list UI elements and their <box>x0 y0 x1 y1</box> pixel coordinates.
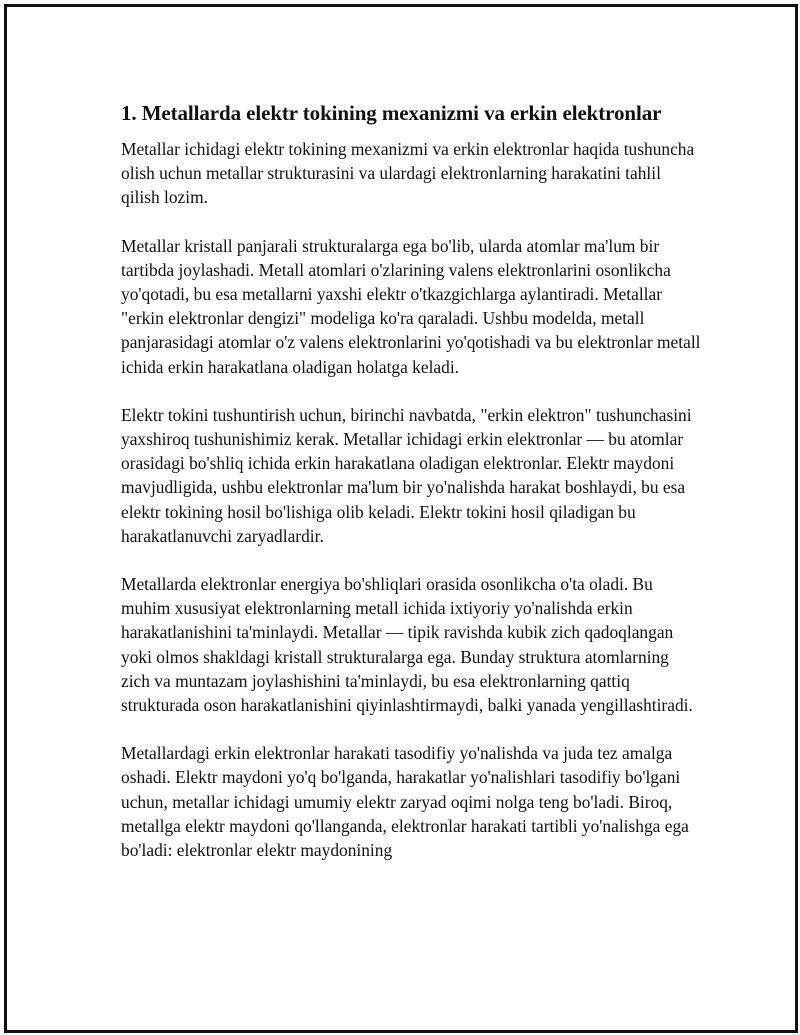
paragraph-5: Metallardagi erkin elektronlar harakati tasodifiy yo'nalishda va juda tez amalga oshadi. Elektr maydoni yo'q bo'lganda, harakatlar yo'nalishlari tasodifiy bo'lgani uchun, metallar ichidagi umumiy elektr zaryad oqimi nolga teng bo'ladi. Biroq, metallga elektr maydoni qo'llanganda, elektronlar harakati tartibli yo'nalishga ega bo'ladi: elektronlar elektr maydonining <box>121 743 689 861</box>
paragraph-4: Metallarda elektronlar energiya bo'shliqlari orasida osonlikcha o'ta oladi. Bu muhim xususiyat elektronlarning metall ichida ixtiyoriy yo'nalishda erkin harakatlanishini ta'minlaydi. Metallar — tipik ravishda kubik zich qadoqlangan yoki olmos shakldagi kristall strukturalarga ega. Bunday struktura atomlarning zich va muntazam joylashishini ta'minlaydi, bu esa elektronlarning qattiq strukturada oson harakatlanishini qiyinlashtirmaydi, balki yanada yengillashtiradi. <box>121 574 693 716</box>
section-heading: 1. Metallarda elektr tokining mexanizmi va erkin elektronlar <box>121 101 662 125</box>
paragraph-3: Elektr tokini tushuntirish uchun, birinchi navbatda, "erkin elektron" tushunchasini yaxshiroq tushunishimiz kerak. Metallar ichidagi erkin elektronlar — bu atomlar orasidagi bo'shliq ichida erkin harakatlana oladigan elektronlar. Elektr maydoni mavjudligida, ushbu elektronlar ma'lum bir yo'nalishda harakat boshlaydi, bu esa elektr tokining hosil bo'lishiga olib keladi. Elektr tokini hosil qiladigan bu harakatlanuvchi zaryadlardir. <box>121 404 692 546</box>
page-frame <box>4 4 798 1033</box>
document-body <box>121 99 701 886</box>
paragraph-1: Metallar ichidagi elektr tokining mexanizmi va erkin elektronlar haqida tushuncha olish uchun metallar strukturasini va ulardagi elektronlarning harakatini tahlil qilish lozim. <box>121 139 695 208</box>
paragraph-2: Metallar kristall panjarali strukturalarga ega bo'lib, ularda atomlar ma'lum bir tartibda joylashadi. Metall atomlari o'zlarining valens elektronlarini osonlikcha yo'qotadi, bu esa metallarni yaxshi elektr o'tkazgichlarga aylantiradi. Metallar "erkin elektronlar dengizi" modeliga ko'ra qaraladi. Ushbu modelda, metall panjarasidagi atomlar o'z valens elektronlarini yo'qotishadi va bu elektronlar metall ichida erkin harakatlana oladigan holatga keladi. <box>121 235 701 377</box>
